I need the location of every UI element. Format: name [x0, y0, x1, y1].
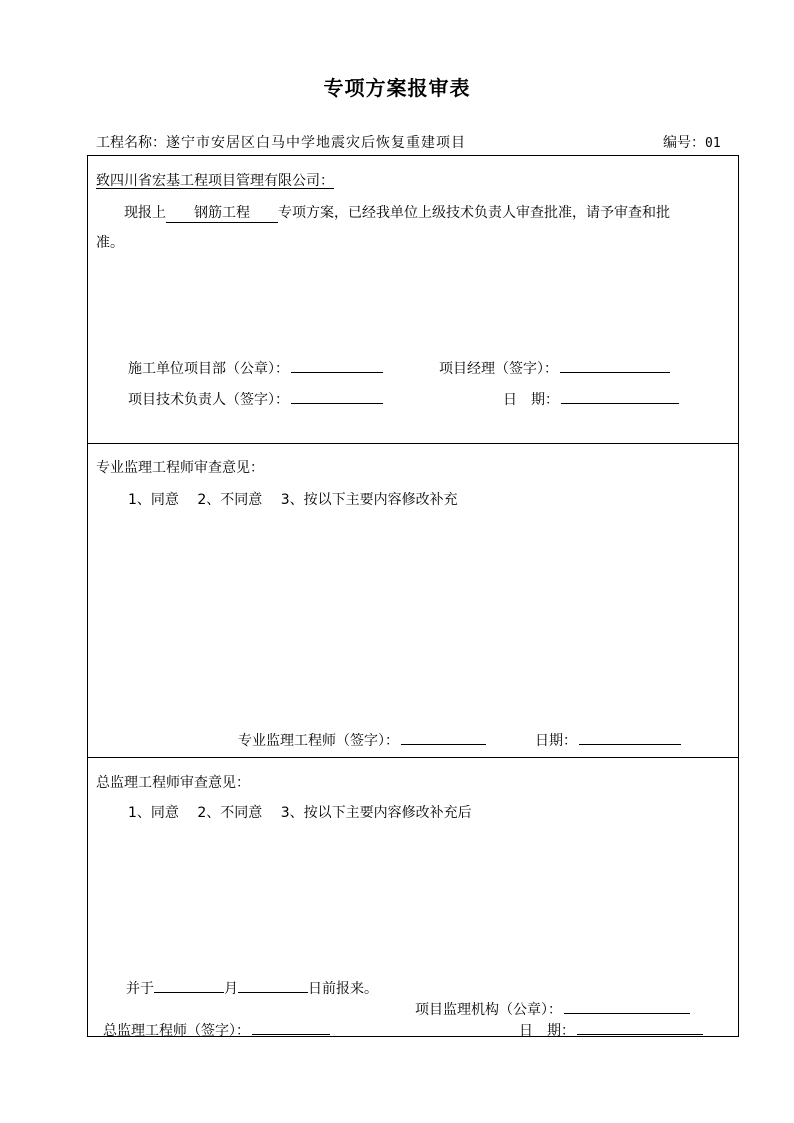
- date-row-1: [503, 389, 679, 407]
- submission-text-line1: [124, 205, 670, 223]
- date-blank-1[interactable]: [561, 389, 679, 404]
- deadline-month-blank[interactable]: [154, 978, 224, 993]
- number-value: 01: [705, 136, 721, 151]
- tech-sign-row: [128, 389, 383, 407]
- chief-options: 1、同意 2、不同意 3、按以下主要内容修改补充后: [128, 805, 472, 821]
- specialist-heading: 专业监理工程师审查意见：: [96, 460, 264, 476]
- deadline-suffix: 日前报来。: [308, 981, 378, 997]
- unit-seal-row: [128, 358, 383, 376]
- project-name: 遂宁市安居区白马中学地震灾后恢复重建项目: [166, 135, 466, 151]
- chief-heading: 总监理工程师审查意见：: [96, 775, 250, 791]
- project-label: 工程名称：: [96, 135, 166, 151]
- submission-prefix: 现报上: [124, 205, 166, 221]
- org-seal-label: 项目监理机构（公章）：: [415, 1002, 562, 1018]
- date-row-3: [519, 1020, 703, 1038]
- form-table: [87, 155, 739, 1037]
- submission-suffix: 专项方案，已经我单位上级技术负责人审查批准，请予审查和批: [278, 205, 670, 221]
- chief-sign-blank[interactable]: [252, 1020, 330, 1035]
- unit-seal-blank[interactable]: [291, 358, 383, 373]
- manager-sign-row: [439, 358, 670, 376]
- chief-sign-label: 总监理工程师（签字）：: [103, 1023, 250, 1039]
- specialist-options: 1、同意 2、不同意 3、按以下主要内容修改补充: [128, 492, 458, 508]
- project-name-row: [96, 136, 466, 150]
- deadline-day-blank[interactable]: [238, 978, 308, 993]
- date-label-2: 日期：: [535, 733, 577, 749]
- form-title: 专项方案报审表: [323, 76, 471, 100]
- date-blank-3[interactable]: [577, 1020, 703, 1035]
- specialist-sign-blank[interactable]: [401, 730, 486, 745]
- org-seal-row: [415, 999, 690, 1017]
- addressee: [96, 174, 334, 188]
- number-row: [663, 136, 721, 150]
- plan-name: 钢筋工程: [166, 205, 278, 223]
- date-row-2: [535, 730, 681, 748]
- specialist-sign-label: 专业监理工程师（签字）：: [238, 733, 399, 749]
- manager-sign-label: 项目经理（签字）：: [439, 361, 558, 377]
- tech-sign-blank[interactable]: [291, 389, 383, 404]
- submission-text-line2: 准。: [96, 235, 124, 251]
- section-divider-2: [87, 757, 739, 758]
- date-label-3: 日 期：: [519, 1023, 575, 1039]
- deadline-row: [126, 978, 378, 996]
- tech-sign-label: 项目技术负责人（签字）：: [128, 392, 289, 408]
- unit-seal-label: 施工单位项目部（公章）：: [128, 361, 289, 377]
- addressee-text: 致四川省宏基工程项目管理有限公司：: [96, 173, 334, 189]
- manager-sign-blank[interactable]: [560, 358, 670, 373]
- org-seal-blank[interactable]: [564, 999, 690, 1014]
- specialist-sign-row: [238, 730, 486, 748]
- section-divider-1: [87, 443, 739, 444]
- deadline-prefix: 并于: [126, 981, 154, 997]
- number-label: 编号：: [663, 135, 705, 151]
- chief-sign-row: [103, 1020, 330, 1038]
- date-label-1: 日 期：: [503, 392, 559, 408]
- date-blank-2[interactable]: [579, 730, 681, 745]
- deadline-month: 月: [224, 981, 238, 997]
